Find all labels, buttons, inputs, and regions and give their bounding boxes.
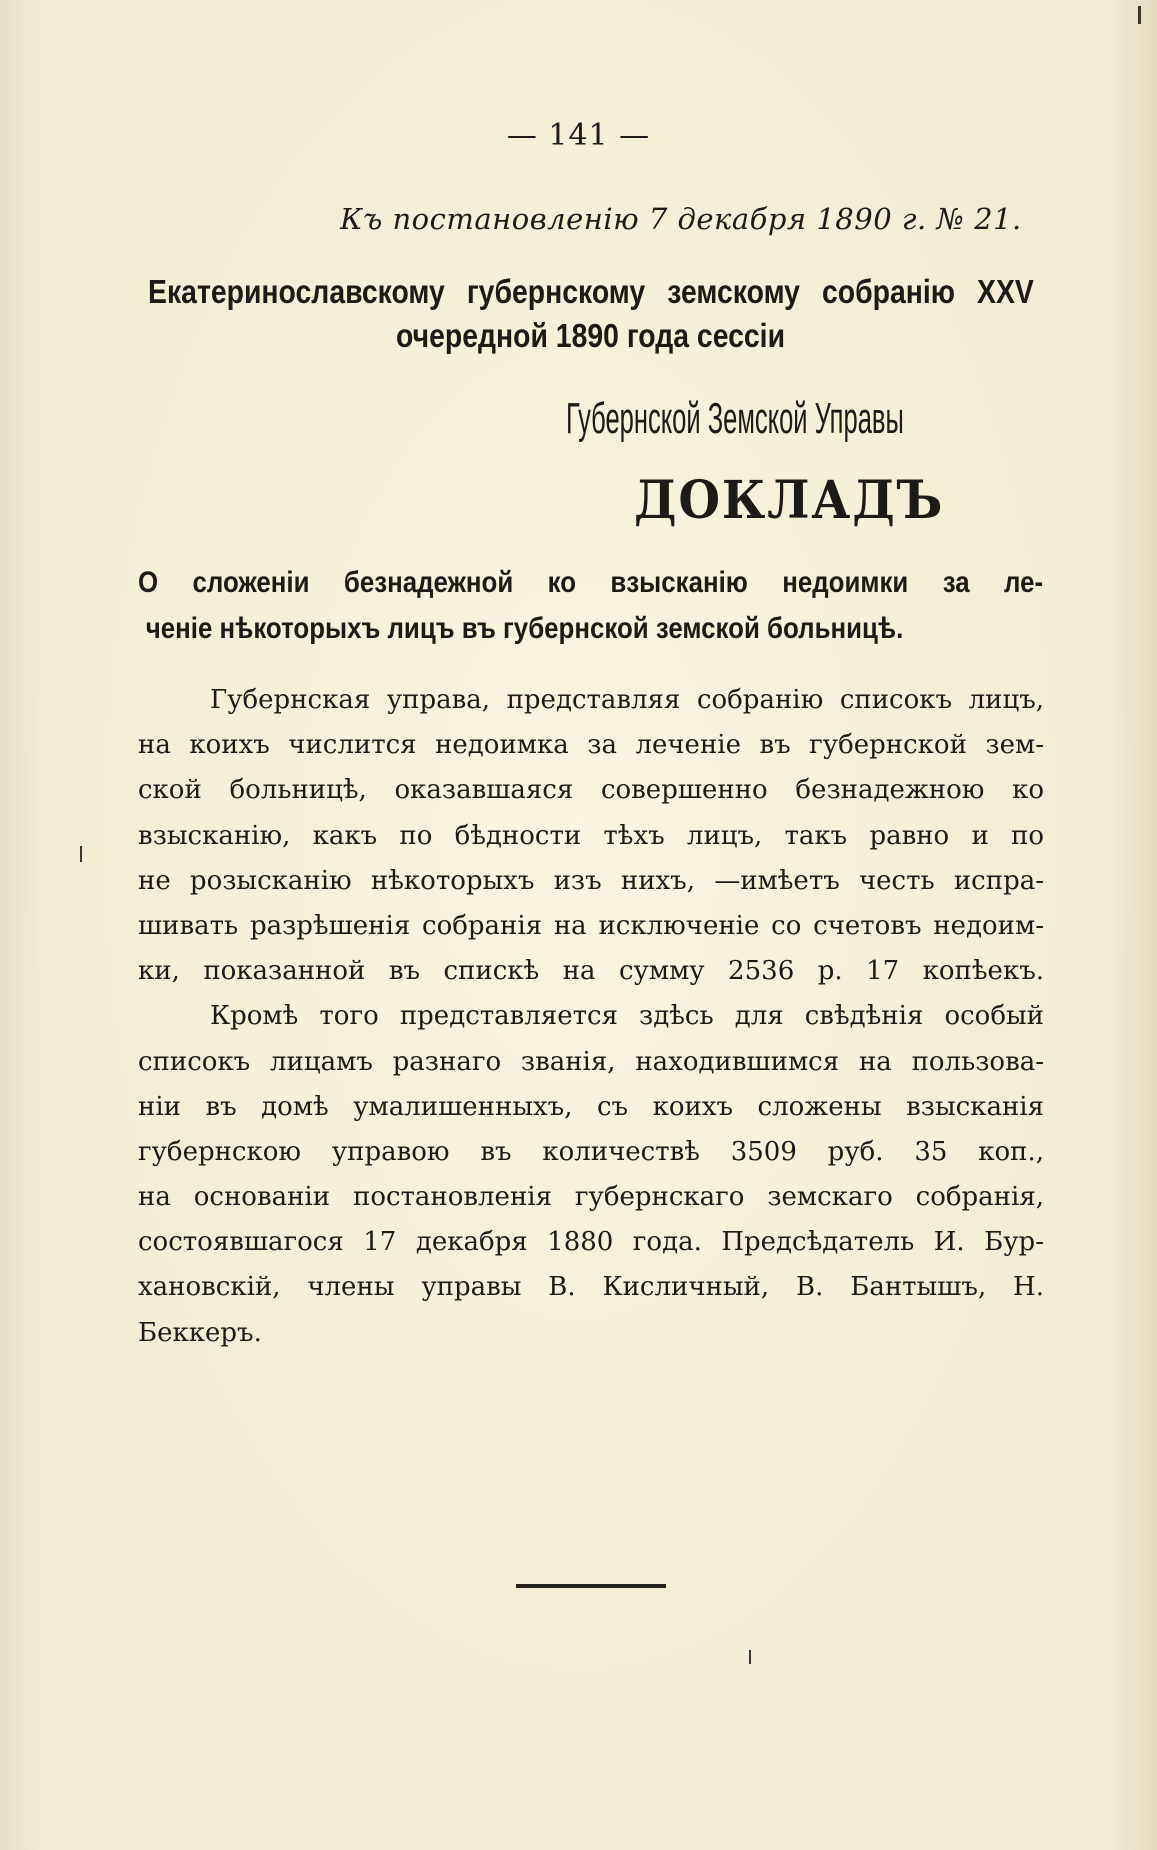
reference-line: Къ постановленію 7 декабря 1890 г. № 21.	[340, 202, 1022, 236]
document-type-title: ДОКЛАДЪ	[634, 470, 945, 531]
paragraph-1-line: шивать разрѣшенія собранія на исключеніе со счетовъ недоим-	[138, 910, 1044, 941]
sender-heading: Губернской Земской Управы	[566, 394, 904, 443]
body-text	[138, 678, 1044, 1356]
paragraph-2-line: хановскій, члены управы В. Кисличный, В. Бантышъ, Н.	[138, 1272, 1044, 1303]
paper-speck	[80, 846, 82, 862]
closing-rule	[516, 1584, 666, 1588]
paragraph-2-line: ніи въ домѣ умалишенныхъ, съ коихъ сложены взысканія	[138, 1091, 1044, 1122]
subject-line-1: О сложеніи безнадежной ко взысканію недоимки за ле-	[138, 566, 1044, 599]
paragraph-1-line: не розысканію нѣкоторыхъ изъ нихъ, —имѣетъ честь испра-	[138, 865, 1044, 896]
paragraph-2-line: губернскою управою въ количествѣ 3509 руб. 35 коп.,	[138, 1136, 1044, 1167]
paragraph-2-line: на основаніи постановленія губернскаго земскаго собранія,	[138, 1182, 1044, 1213]
paragraph-1-line: на коихъ числится недоимка за леченіе въ губернской зем-	[138, 730, 1044, 761]
paragraph-2-line: Беккеръ.	[138, 1317, 262, 1348]
paragraph-1-line: взысканію, какъ по бѣдности тѣхъ лицъ, такъ равно и по	[138, 820, 1044, 851]
paragraph-1-line: Губернская управа, представляя собранію списокъ лицъ,	[210, 685, 1044, 715]
subject-line-2: ченіе нѣкоторыхъ лицъ въ губернской земской больницѣ.	[145, 612, 904, 645]
address-line-2: очередной 1890 года сессіи	[395, 317, 786, 354]
paragraph-2-line: состоявшагося 17 декабря 1880 года. Предсѣдатель И. Бур-	[138, 1227, 1044, 1258]
page-number: — 141 —	[506, 118, 651, 153]
paragraph-1-line: ки, показанной въ спискѣ на сумму 2536 р. 17 копѣекъ.	[138, 956, 1044, 987]
subject-heading	[138, 560, 1043, 652]
address-line-1: Екатеринославскому губернскому земскому собранію XXV	[148, 273, 1034, 310]
paragraph-1-line: ской больницѣ, оказавшаяся совершенно безнадежною ко	[138, 775, 1044, 806]
address-heading	[148, 270, 1034, 358]
paragraph-2-line: списокъ лицамъ разнаго званія, находившимся на пользова-	[138, 1046, 1044, 1077]
paper-speck	[749, 1650, 751, 1664]
paper-speck	[1138, 6, 1141, 24]
paragraph-2-line: Кромѣ того представляется здѣсь для свѣдѣнія особый	[210, 1001, 1044, 1032]
